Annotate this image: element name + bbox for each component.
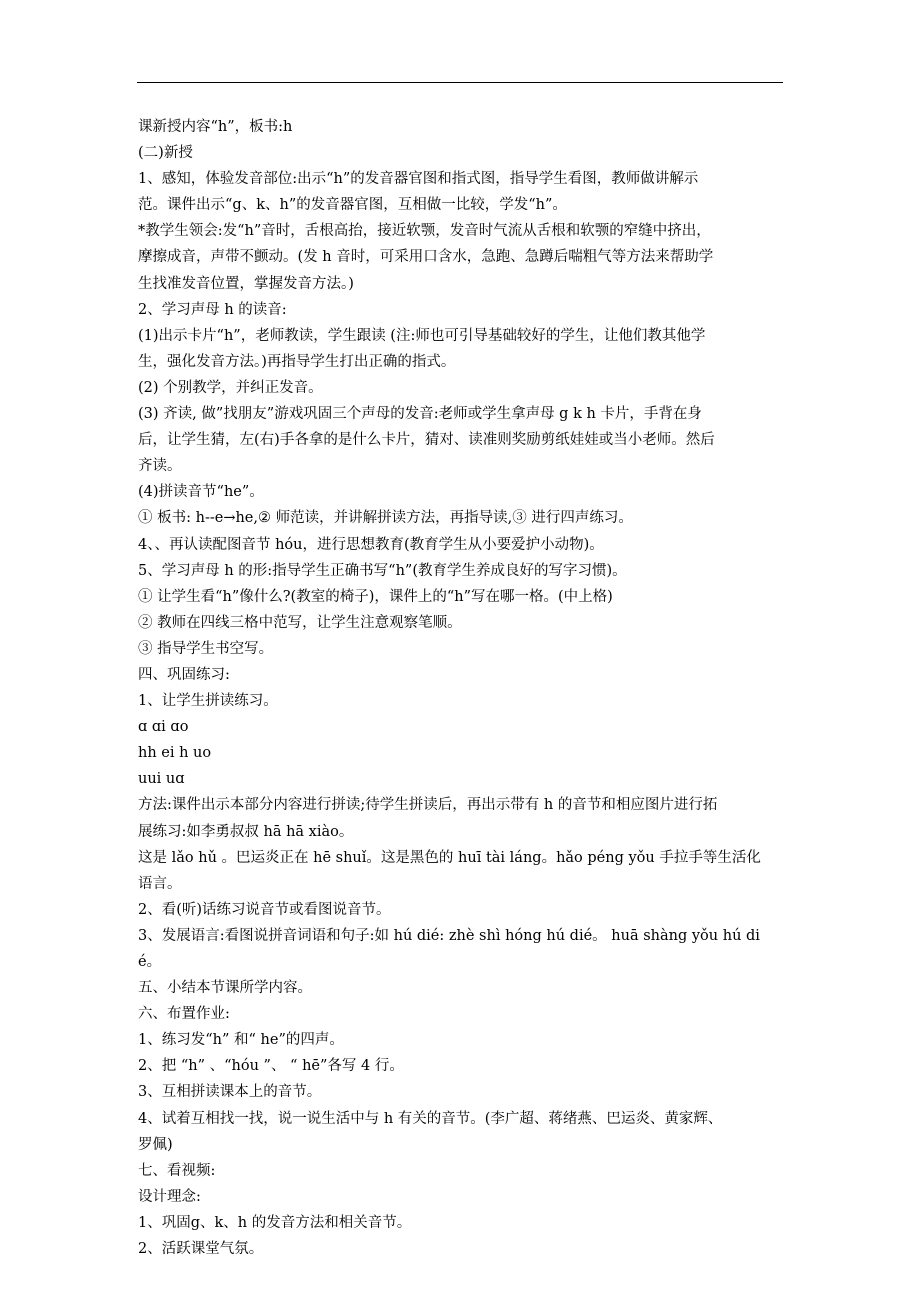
- text-line: 1、巩固g、k、h 的发音方法和相关音节。: [138, 1214, 412, 1231]
- text-line: 课新授内容“h”，板书:h: [138, 119, 293, 135]
- text-line: (3) 齐读, 做”找朋友”游戏巩固三个声母的发音:老师或学生拿声母 g k h 卡片，手背在身: [138, 406, 702, 423]
- text-line: 5、学习声母 h 的形:指导学生正确书写“h”(教育学生养成良好的写字习惯)。: [138, 562, 627, 579]
- text-line: (4)拼读音节“he”。: [138, 484, 264, 501]
- text-line: (1)出示卡片“h”，老师教读，学生跟读 (注:师也可引导基础较好的学生，让他们教其他学: [138, 327, 706, 344]
- text-line: 2、活跃课堂气氛。: [138, 1241, 264, 1258]
- text-line: 4、试着互相找一找，说一说生活中与 h 有关的音节。(李广超、蒋绪燕、巴运炎、黄家辉、: [138, 1110, 723, 1127]
- text-line: 3、互相拼读课本上的音节。: [138, 1084, 322, 1101]
- text-line: ① 让学生看“h”像什么?(教室的椅子)，课件上的“h”写在哪一格。(中上格): [138, 588, 613, 605]
- text-line: 1、让学生拼读练习。: [138, 693, 278, 710]
- text-line: 生，强化发音方法。)再指导学生打出正确的指式。: [138, 353, 456, 370]
- text-line: (二)新授: [138, 145, 193, 162]
- text-line: 2、看(听)话练习说音节或看图说音节。: [138, 901, 391, 918]
- text-line: ③ 指导学生书空写。: [138, 640, 274, 657]
- text-line: 齐读。: [138, 458, 182, 475]
- text-line: 3、发展语言:看图说拼音词语和句子:如 hú dié: zhè shì hóng hú dié。 huā shàng yǒu hú di: [138, 927, 760, 944]
- text-line: 四、巩固练习:: [138, 666, 230, 683]
- header-rule: [137, 82, 783, 83]
- text-line: 五、小结本节课所学内容。: [138, 980, 312, 997]
- text-line: 这是 lǎo hǔ 。巴运炎正在 hē shuǐ。这是黑色的 huī tài láng。hǎo péng yǒu 手拉手等生活化: [138, 849, 761, 866]
- text-line: *教学生领会:发“h”音时，舌根高抬，接近软颚，发音时气流从舌根和软颚的窄缝中挤出，: [138, 223, 711, 240]
- text-line: 生找准发音位置，掌握发音方法。): [138, 275, 354, 292]
- text-line: 展练习:如李勇叔叔 hā hā xiào。: [138, 823, 354, 840]
- text-line: ① 板书: h--e→he,② 师范读，并讲解拼读方法，再指导读,③ 进行四声练习。: [138, 510, 633, 527]
- text-line: ② 教师在四线三格中范写，让学生注意观察笔顺。: [138, 614, 462, 631]
- text-line: uui uɑ: [138, 771, 185, 788]
- text-line: 1、练习发“h” 和“ he”的四声。: [138, 1032, 344, 1049]
- text-line: 方法:课件出示本部分内容进行拼读;待学生拼读后，再出示带有 h 的音节和相应图片进行拓: [138, 797, 718, 814]
- text-line: (2) 个别教学，并纠正发音。: [138, 379, 323, 396]
- text-line: ɑ ɑi ɑo: [138, 719, 189, 736]
- text-line: 罗佩): [138, 1136, 173, 1153]
- text-line: 2、把 “h” 、“hóu ”、 “ hē”各写 4 行。: [138, 1058, 404, 1075]
- text-line: 范。课件出示“g、k、h”的发音器官图，互相做一比较，学发“h”。: [138, 197, 567, 214]
- text-line: 摩擦成音，声带不颤动。(发 h 音时，可采用口含水，急跑、急蹲后喘粗气等方法来帮助学: [138, 249, 714, 266]
- text-line: 七、看视频:: [138, 1162, 216, 1179]
- text-line: 2、学习声母 h 的读音:: [138, 301, 287, 318]
- text-line: 后，让学生猜，左(右)手各拿的是什么卡片，猜对、读准则奖励剪纸娃娃或当小老师。然后: [138, 432, 715, 449]
- text-line: 六、布置作业:: [138, 1006, 230, 1023]
- text-line: 设计理念:: [138, 1188, 201, 1205]
- document-body: [138, 114, 788, 1262]
- text-line: é。: [138, 954, 162, 970]
- text-line: 1、感知，体验发音部位:出示“h”的发音器官图和指式图，指导学生看图，教师做讲解示: [138, 171, 699, 188]
- text-line: 4、、再认读配图音节 hóu，进行思想教育(教育学生从小要爱护小动物)。: [138, 536, 604, 553]
- text-line: hh ei h uo: [138, 745, 212, 762]
- text-line: 语言。: [138, 875, 182, 892]
